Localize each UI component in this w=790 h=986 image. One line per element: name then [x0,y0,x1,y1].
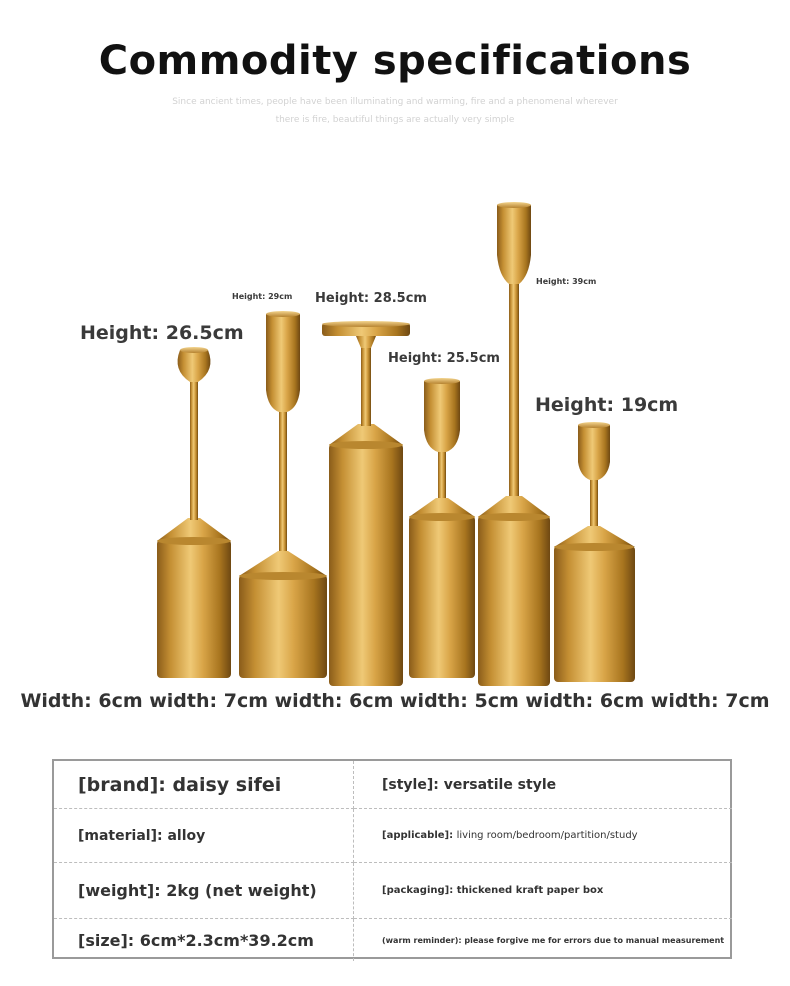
spec-packaging [354,863,732,919]
candle-holder-3 [322,321,410,686]
height-label-2: Height: 29cm [232,292,293,301]
spec-weight-value: 2kg (net weight) [166,881,317,900]
spec-reminder-key: (warm reminder): [382,935,462,945]
height-label-3: Height: 28.5cm [315,291,427,306]
spec-size [54,919,354,961]
candle-holder-2 [239,311,327,678]
spec-material [54,809,354,863]
spec-table [52,759,732,959]
subtitle-line-1: Since ancient times, people have been illuminating and warming, fire and a phenomenal wherever [172,97,618,107]
spec-brand [54,761,354,809]
spec-size-key: [size]: [78,930,135,950]
candle-holder-4 [409,378,475,678]
spec-weight [54,863,354,919]
spec-size-value: 6cm*2.3cm*39.2cm [139,930,314,950]
height-label-1: Height: 26.5cm [80,322,244,344]
height-label-5: Height: 39cm [536,277,597,286]
spec-weight-key: [weight]: [78,881,161,900]
spec-reminder [354,919,732,961]
page-title: Commodity specifications [98,38,692,84]
candle-holder-6 [554,422,635,682]
spec-reminder-value: please forgive me for errors due to manual measurement [464,935,725,945]
subtitle-line-2: there is fire, beautiful things are actually very simple [275,115,515,125]
spec-style-key: [style]: [382,776,439,793]
height-label-6: Height: 19cm [535,394,679,416]
spec-applicable-key: [applicable]: [382,830,454,841]
spec-brand-key: [brand]: [78,773,166,796]
spec-style [354,761,732,809]
spec-packaging-value: thickened kraft paper box [456,885,604,896]
candle-holders-image [0,190,790,690]
spec-applicable [354,809,732,863]
spec-material-key: [material]: [78,827,163,844]
height-label-4: Height: 25.5cm [388,351,500,366]
spec-applicable-value: living room/bedroom/partition/study [456,830,638,841]
spec-style-value: versatile style [443,776,557,793]
candle-holder-5 [478,202,550,686]
spec-brand-value: daisy sifei [172,773,282,796]
candle-holder-1 [157,347,231,678]
spec-packaging-key: [packaging]: [382,885,454,896]
spec-material-value: alloy [167,827,206,844]
widths-line: Width: 6cm width: 7cm width: 6cm width: 5cm width: 6cm width: 7cm [20,690,770,712]
